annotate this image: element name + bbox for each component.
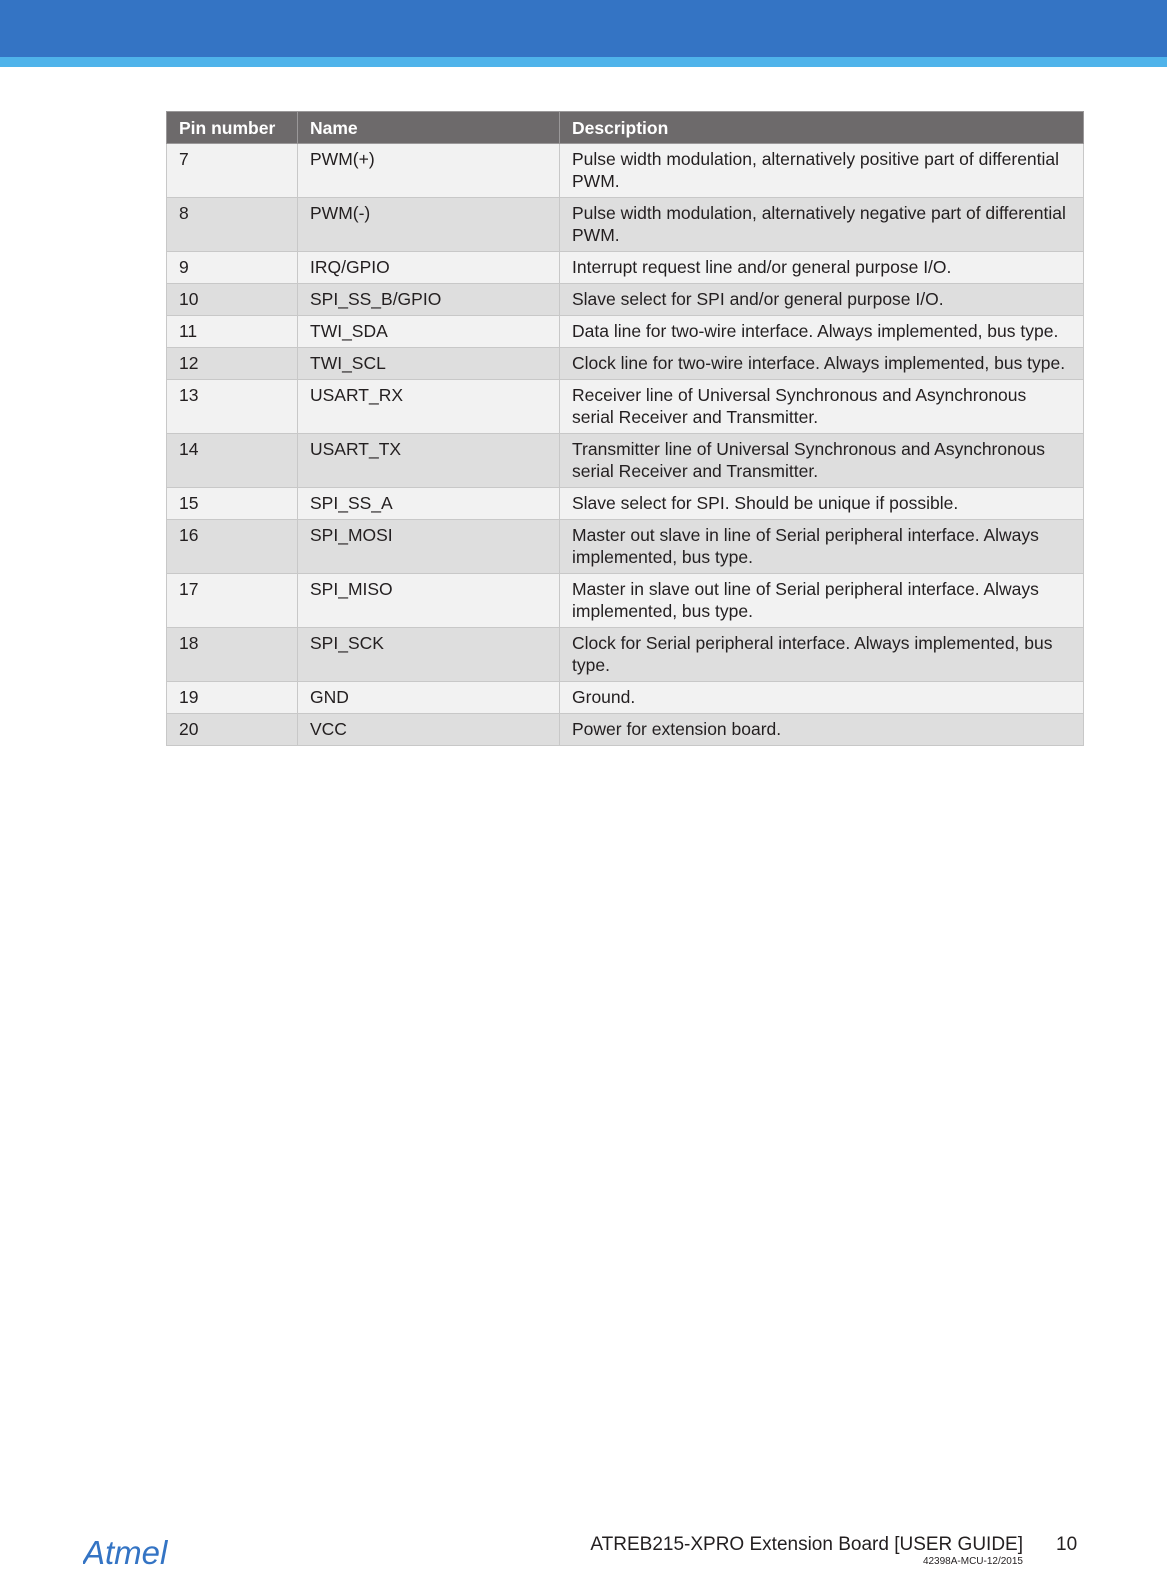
table-row <box>167 488 1084 520</box>
atmel-logo-text: Atmel <box>83 1534 168 1569</box>
page-number: 10 <box>1056 1534 1078 1555</box>
pin-description-cell: Slave select for SPI and/or general purpose I/O. <box>560 284 1084 316</box>
pin-description-cell: Ground. <box>560 682 1084 714</box>
top-banner <box>0 0 1167 57</box>
pin-name-cell: SPI_MOSI <box>298 520 560 574</box>
pin-number-cell: 19 <box>167 682 298 714</box>
column-header-description: Description <box>560 112 1084 144</box>
pin-name-cell: VCC <box>298 714 560 746</box>
pin-number-cell: 13 <box>167 380 298 434</box>
table-body <box>167 144 1084 746</box>
pin-number-cell: 8 <box>167 198 298 252</box>
pin-number-cell: 12 <box>167 348 298 380</box>
atmel-logo <box>83 1533 198 1569</box>
column-header-name: Name <box>298 112 560 144</box>
pin-number-cell: 10 <box>167 284 298 316</box>
pin-description-cell: Master in slave out line of Serial peripheral interface. Always implemented, bus type. <box>560 574 1084 628</box>
pin-name-cell: TWI_SDA <box>298 316 560 348</box>
pin-number-cell: 20 <box>167 714 298 746</box>
pin-table <box>166 111 1084 746</box>
pin-name-cell: PWM(+) <box>298 144 560 198</box>
table-row <box>167 252 1084 284</box>
pin-name-cell: SPI_MISO <box>298 574 560 628</box>
pin-number-cell: 18 <box>167 628 298 682</box>
pin-description-cell: Power for extension board. <box>560 714 1084 746</box>
pin-name-cell: TWI_SCL <box>298 348 560 380</box>
pin-description-cell: Master out slave in line of Serial peripheral interface. Always implemented, bus type. <box>560 520 1084 574</box>
pin-description-cell: Pulse width modulation, alternatively positive part of differential PWM. <box>560 144 1084 198</box>
pin-number-cell: 16 <box>167 520 298 574</box>
pin-name-cell: PWM(-) <box>298 198 560 252</box>
table-row <box>167 198 1084 252</box>
table-row <box>167 714 1084 746</box>
table-row <box>167 574 1084 628</box>
table-row <box>167 348 1084 380</box>
pin-number-cell: 14 <box>167 434 298 488</box>
pin-description-cell: Interrupt request line and/or general purpose I/O. <box>560 252 1084 284</box>
pin-description-cell: Transmitter line of Universal Synchronous and Asynchronous serial Receiver and Transmitter. <box>560 434 1084 488</box>
pin-name-cell: SPI_SS_B/GPIO <box>298 284 560 316</box>
table-row <box>167 380 1084 434</box>
pin-description-cell: Pulse width modulation, alternatively negative part of differential PWM. <box>560 198 1084 252</box>
table-row <box>167 434 1084 488</box>
table-header-row <box>167 112 1084 144</box>
pin-name-cell: USART_RX <box>298 380 560 434</box>
pin-description-cell: Clock line for two-wire interface. Always implemented, bus type. <box>560 348 1084 380</box>
pin-name-cell: SPI_SS_A <box>298 488 560 520</box>
pin-description-cell: Data line for two-wire interface. Always implemented, bus type. <box>560 316 1084 348</box>
pin-description-cell: Slave select for SPI. Should be unique if possible. <box>560 488 1084 520</box>
pin-number-cell: 7 <box>167 144 298 198</box>
table-row <box>167 520 1084 574</box>
pin-name-cell: USART_TX <box>298 434 560 488</box>
pin-name-cell: SPI_SCK <box>298 628 560 682</box>
column-header-pin-number: Pin number <box>167 112 298 144</box>
document-number: 42398A-MCU-12/2015 <box>922 1556 1023 1567</box>
table-row <box>167 628 1084 682</box>
document-title: ATREB215-XPRO Extension Board [USER GUIDE] <box>590 1534 1023 1555</box>
pin-number-cell: 17 <box>167 574 298 628</box>
pin-number-cell: 9 <box>167 252 298 284</box>
pin-name-cell: GND <box>298 682 560 714</box>
pin-description-cell: Clock for Serial peripheral interface. Always implemented, bus type. <box>560 628 1084 682</box>
table-row <box>167 316 1084 348</box>
table-row <box>167 682 1084 714</box>
table-row <box>167 144 1084 198</box>
pin-number-cell: 11 <box>167 316 298 348</box>
pin-number-cell: 15 <box>167 488 298 520</box>
top-accent-stripe <box>0 57 1167 67</box>
table-row <box>167 284 1084 316</box>
pin-name-cell: IRQ/GPIO <box>298 252 560 284</box>
pin-description-cell: Receiver line of Universal Synchronous and Asynchronous serial Receiver and Transmitter. <box>560 380 1084 434</box>
